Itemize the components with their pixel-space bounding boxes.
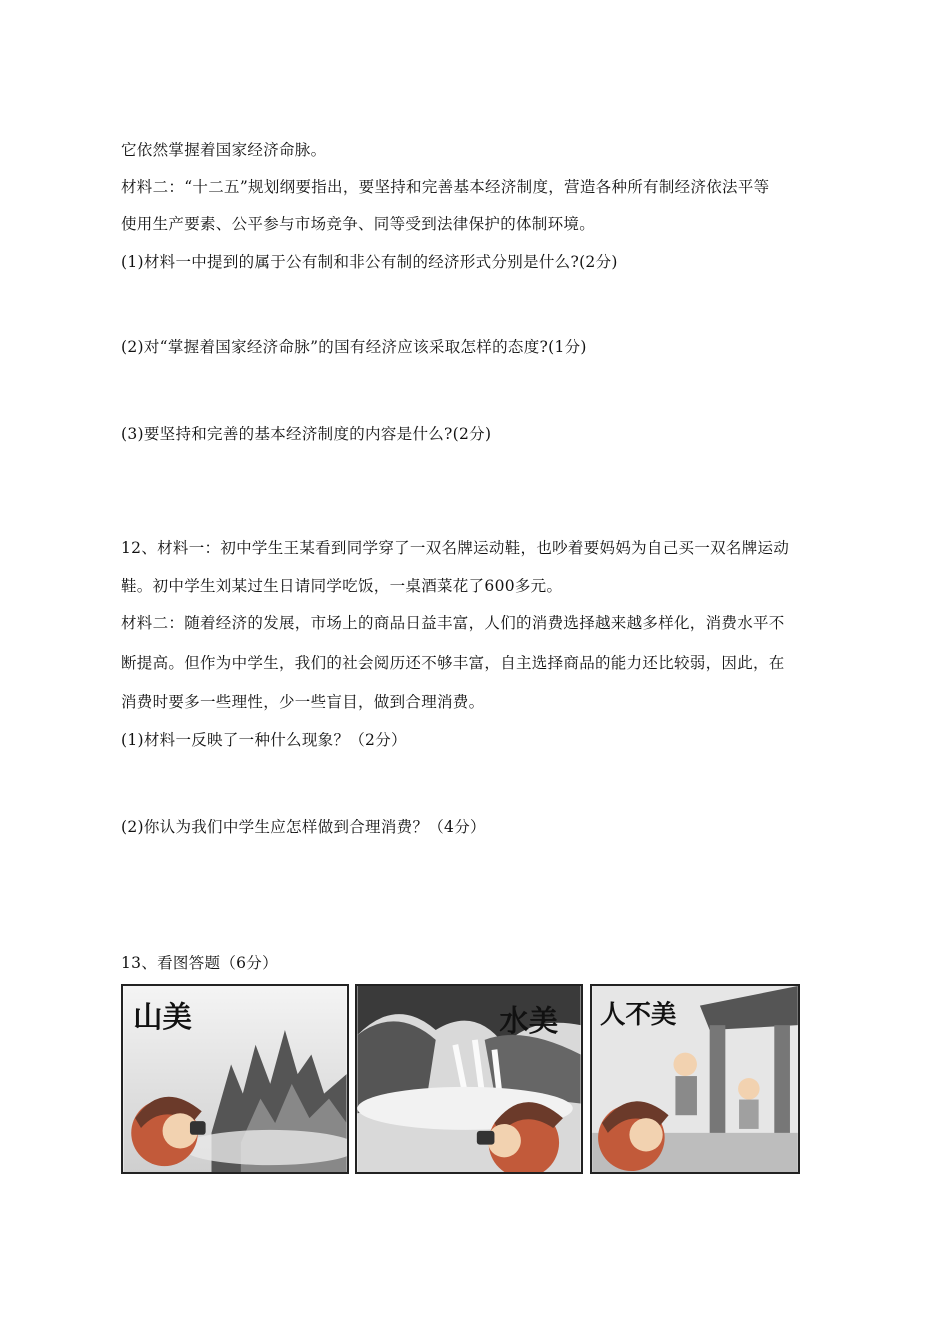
question-11-3: (3)要坚持和完善的基本经济制度的内容是什么?(2分) [121, 425, 492, 443]
panel-caption: 山美 [133, 1000, 192, 1035]
comic-panel-water [355, 984, 583, 1174]
comic-panel-mountains [121, 984, 349, 1174]
comic-image-water [357, 986, 581, 1172]
comic-image-mountains [123, 986, 347, 1172]
comic-panel-people [590, 984, 800, 1174]
question-12-1: (1)材料一反映了一种什么现象？（2分） [121, 731, 407, 749]
question-11-2: (2)对“掌握着国家经济命脉”的国有经济应该采取怎样的态度?(1分) [121, 338, 587, 356]
question-12-material-1b: 鞋。初中学生刘某过生日请同学吃饭，一桌酒菜花了600多元。 [121, 577, 563, 595]
text-line: 材料二：“十二五”规划纲要指出，要坚持和完善基本经济制度，营造各种所有制经济依法平等 [121, 178, 770, 196]
question-12-material-2c: 消费时要多一些理性，少一些盲目，做到合理消费。 [121, 693, 485, 711]
text-line: 它依然掌握着国家经济命脉。 [121, 141, 327, 159]
question-13: 13、看图答题（6分） [121, 954, 278, 972]
comic-image-people [592, 986, 798, 1172]
question-12-material-2b: 断提高。但作为中学生，我们的社会阅历还不够丰富，自主选择商品的能力还比较弱，因此，在 [121, 654, 785, 672]
panel-caption: 人不美 [600, 1000, 677, 1031]
panel-caption: 水美 [499, 1004, 559, 1039]
question-12-2: (2)你认为我们中学生应怎样做到合理消费？（4分） [121, 818, 486, 836]
question-12-material-1a: 12、材料一：初中学生王某看到同学穿了一双名牌运动鞋，也吵着要妈妈为自己买一双名牌运动 [121, 539, 790, 557]
question-12-material-2a: 材料二：随着经济的发展，市场上的商品日益丰富，人们的消费选择越来越多样化，消费水平不 [121, 614, 785, 632]
question-11-1: (1)材料一中提到的属于公有制和非公有制的经济形式分别是什么?(2分) [121, 253, 618, 271]
text-line: 使用生产要素、公平参与市场竞争、同等受到法律保护的体制环境。 [121, 215, 596, 233]
